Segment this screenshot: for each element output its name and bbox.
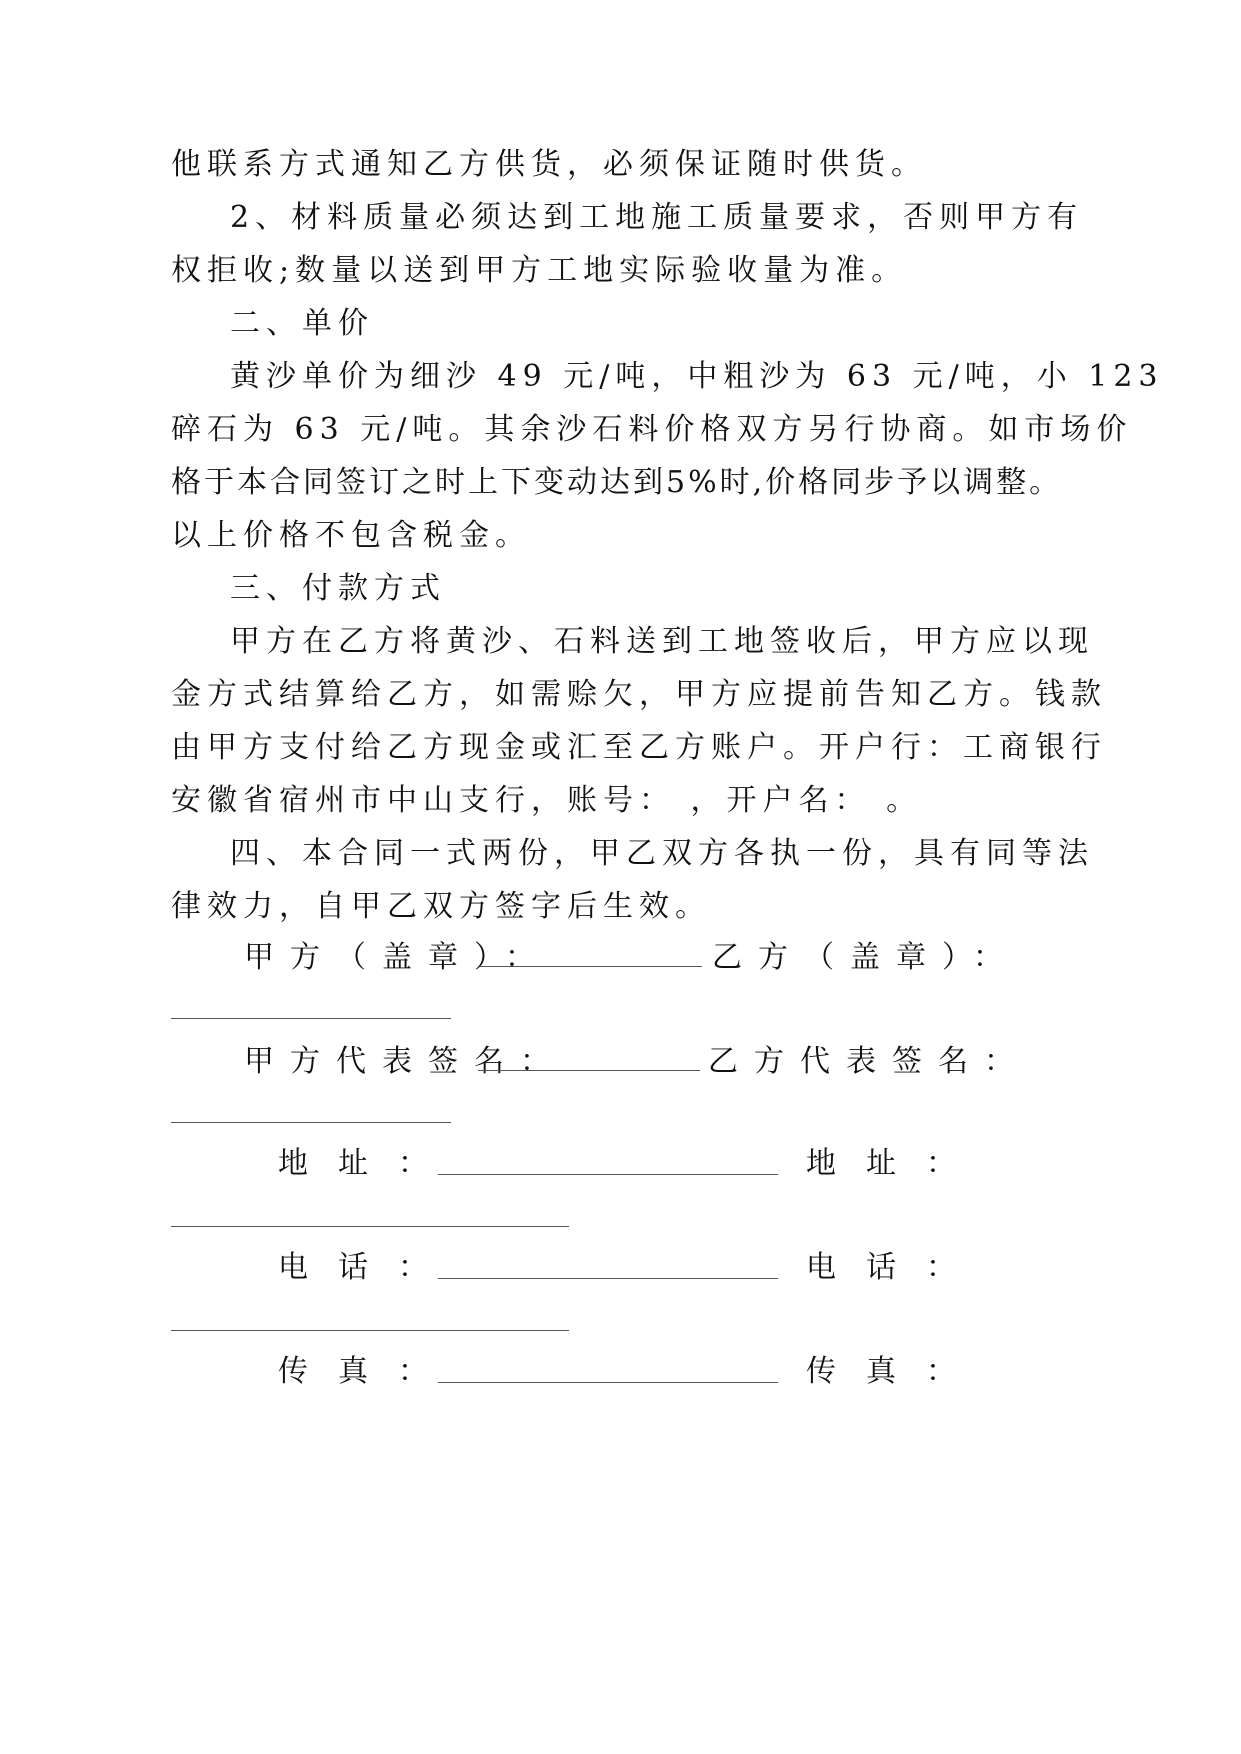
paragraph-line: 他联系方式通知乙方供货，必须保证随时供货。 [171,147,927,182]
paragraph-line: 由甲方支付给乙方现金或汇至乙方账户。开户行：工商银行 [171,730,1107,765]
address-b-label: 地址： [806,1146,986,1181]
party-a-seal-label: 甲方（盖章）： [244,940,551,975]
party-b-rep-label: 乙方代表签名： [708,1044,1030,1079]
phone-b-label: 电话： [806,1250,986,1285]
section-heading: 三、付款方式 [230,571,446,606]
fax-b-label: 传真： [806,1354,986,1389]
paragraph-line: 格于本合同签订之时上下变动达到5%时,价格同步予以调整。 [171,465,1063,500]
paragraph-line: 2、材料质量必须达到工地施工质量要求，否则甲方有 [230,200,1084,235]
paragraph-line: 以上价格不包含税金。 [171,518,531,553]
fax-a-blank [438,1382,778,1383]
paragraph-line: 权拒收;数量以送到甲方工地实际验收量为准。 [171,253,908,288]
party-b-rep-blank [171,1122,451,1123]
phone-b-blank [171,1330,569,1331]
section-heading: 二、单价 [230,306,374,341]
phone-a-blank [438,1278,778,1279]
address-a-blank [438,1174,778,1175]
party-b-seal-label: 乙方（盖章）： [712,940,1019,975]
phone-a-label: 电话： [278,1250,458,1285]
party-b-seal-blank [171,1018,451,1019]
fax-a-label: 传真： [278,1354,458,1389]
paragraph-line: 甲方在乙方将黄沙、石料送到工地签收后，甲方应以现 [230,624,1094,659]
paragraph-line: 四、本合同一式两份，甲乙双方各执一份，具有同等法 [230,836,1094,871]
paragraph-line: 律效力，自甲乙双方签字后生效。 [171,889,711,924]
paragraph-line: 黄沙单价为细沙 49 元/吨，中粗沙为 63 元/吨，小 123 [230,359,1164,394]
party-a-seal-blank [480,966,702,967]
party-a-rep-label: 甲方代表签名： [244,1044,566,1079]
paragraph-line: 碎石为 63 元/吨。其余沙石料价格双方另行协商。如市场价 [171,412,1133,447]
party-a-rep-blank [478,1070,700,1071]
paragraph-line: 安徽省宿州市中山支行，账号： ，开户名： 。 [171,783,923,818]
paragraph-line: 金方式结算给乙方，如需赊欠，甲方应提前告知乙方。钱款 [171,677,1107,712]
address-b-blank [171,1226,569,1227]
address-a-label: 地址： [278,1146,458,1181]
